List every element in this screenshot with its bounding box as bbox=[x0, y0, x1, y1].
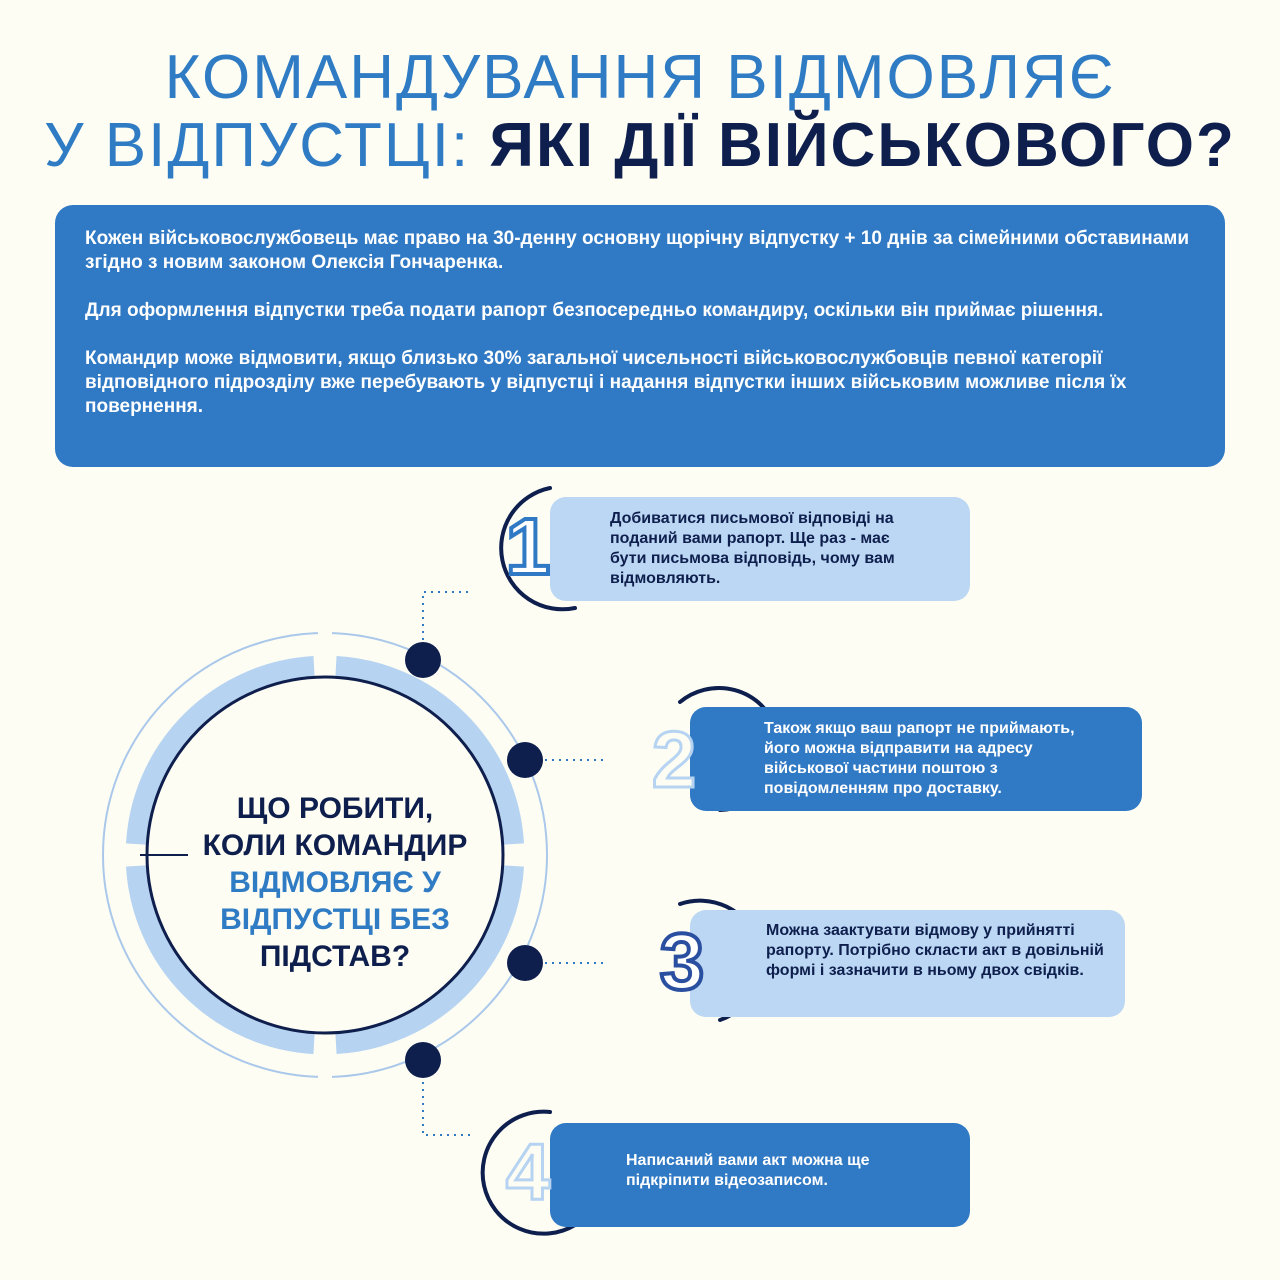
step-4-box bbox=[550, 1123, 970, 1227]
center-line-4: ВІДПУСТЦІ БЕЗ bbox=[220, 903, 450, 936]
step-3-number: 3 bbox=[659, 917, 705, 1006]
intro-paragraph-2: Для оформлення відпустки треба подати рапорт безпосередньо командиру, оскільки він приймає рішення. bbox=[85, 300, 1104, 321]
step-2-text: Також якщо ваш рапорт не приймають, його можна відправити на адресу військової частини поштою з повідомленням про доставку. bbox=[764, 720, 1075, 797]
title-line-1: КОМАНДУВАННЯ ВІДМОВЛЯЄ bbox=[164, 43, 1116, 112]
center-line-2: КОЛИ КОМАНДИР bbox=[202, 829, 468, 862]
step-4-text: Написаний вами акт можна ще підкріпити відеозаписом. bbox=[626, 1152, 870, 1189]
center-line-1: ЩО РОБИТИ, bbox=[236, 792, 434, 825]
title-line-2-light: У ВІДПУСТЦІ: bbox=[44, 111, 490, 180]
step-4-number: 4 bbox=[505, 1127, 551, 1216]
step-1-box bbox=[550, 497, 970, 601]
center-question bbox=[165, 790, 505, 975]
step-3-box bbox=[690, 910, 1125, 1017]
step-1-number: 1 bbox=[505, 502, 551, 591]
step-2-box bbox=[690, 707, 1142, 811]
title-line-2-bold: ЯКІ ДІЇ ВІЙСЬКОВОГО? bbox=[489, 111, 1236, 180]
step-3-text: Можна заактувати відмову у прийнятті рапорту. Потрібно скласти акт в довільній формі і зазначити в ньому двох свідків. bbox=[766, 922, 1104, 979]
step-1-text: Добиватися письмової відповіді на поданий вами рапорт. Ще раз - має бути письмова відповідь, чому вам відмовляють. bbox=[610, 510, 895, 587]
dot-2 bbox=[507, 742, 543, 778]
dot-3 bbox=[507, 945, 543, 981]
intro-paragraph-1: Кожен військовослужбовець має право на 30-денну основну щорічну відпустку + 10 днів за сімейними обставинами згідно з новим законом Олексія Гончаренка. bbox=[85, 228, 1190, 273]
center-line-3: ВІДМОВЛЯЄ У bbox=[229, 866, 441, 899]
intro-paragraph-3: Командир може відмовити, якщо близько 30% загальної чисельності військовослужбовців певної категорії відповідного підрозділу вже перебувають у відпустці і надання відпустки інших військовим можливе після їх повернення. bbox=[85, 348, 1127, 417]
dot-1 bbox=[405, 642, 441, 678]
dot-4 bbox=[405, 1042, 441, 1078]
center-line-5: ПІДСТАВ? bbox=[259, 940, 411, 973]
step-2-number: 2 bbox=[651, 715, 697, 804]
